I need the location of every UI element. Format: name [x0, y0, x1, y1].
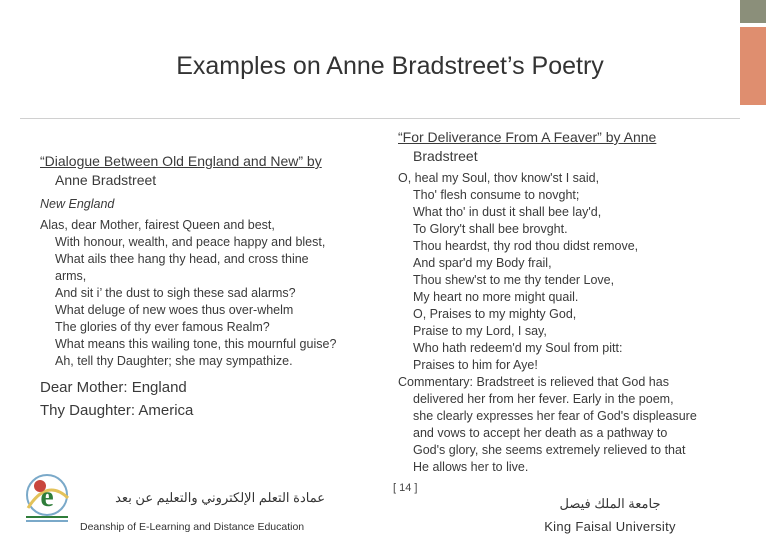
left-heading-author: Anne Bradstreet	[55, 172, 157, 188]
poem-line: What ails thee hang thy head, and cross thine	[55, 252, 309, 266]
poem-line: Ah, tell thy Daughter; she may sympathize.	[55, 354, 293, 368]
commentary-line: and vows to accept her death as a pathway to	[413, 426, 668, 440]
left-note: Thy Daughter: America	[40, 402, 194, 419]
poem-line: To Glory't shall bee brovght.	[413, 222, 568, 236]
e-learning-logo-icon	[18, 468, 76, 526]
poem-line: And spar'd my Body frail,	[413, 256, 552, 270]
title-divider	[20, 118, 740, 119]
poem-line: Praise to my Lord, I say,	[413, 324, 547, 338]
poem-line: Who hath redeem'd my Soul from pitt:	[413, 341, 623, 355]
left-column	[40, 152, 380, 422]
poem-line: What tho' in dust it shall bee lay'd,	[413, 205, 602, 219]
page-number: [ 14 ]	[393, 482, 418, 494]
commentary-line: He allows her to live.	[413, 460, 529, 474]
university-english: King Faisal University	[544, 519, 676, 534]
poem-line: Thou shew'st to me thy tender Love,	[413, 273, 615, 287]
commentary-line: she clearly expresses her fear of God's displeasure	[413, 409, 697, 423]
poem-line: The glories of thy ever famous Realm?	[55, 320, 270, 334]
poem-line: Alas, dear Mother, fairest Queen and best,	[40, 218, 275, 232]
poem-line: What deluge of new woes thus over-whelm	[55, 303, 294, 317]
svg-text:e: e	[40, 480, 54, 513]
poem-line: arms,	[55, 269, 87, 283]
left-note: Dear Mother: England	[40, 379, 187, 396]
right-heading: “For Deliverance From A Feaver” by Anne	[398, 129, 657, 145]
poem-line: O, heal my Soul, thov know'st I said,	[398, 171, 600, 185]
commentary-line: Commentary: Bradstreet is relieved that God has	[398, 375, 669, 389]
poem-line: My heart no more might quail.	[413, 290, 579, 304]
poem-line: Thou heardst, thy rod thou didst remove,	[413, 239, 639, 253]
right-heading-author: Bradstreet	[413, 148, 478, 164]
left-subheading: New England	[40, 197, 115, 211]
poem-line: Tho' flesh consume to novght;	[413, 188, 580, 202]
poem-line: O, Praises to my mighty God,	[413, 307, 577, 321]
deanship-arabic: عمادة التعلم الإلكتروني والتعليم عن بعد	[115, 490, 325, 505]
deanship-english: Deanship of E-Learning and Distance Education	[80, 521, 305, 533]
slide-title: Examples on Anne Bradstreet’s Poetry	[176, 52, 604, 80]
commentary-line: delivered her from her fever. Early in the poem,	[413, 392, 674, 406]
left-heading: “Dialogue Between Old England and New” by	[40, 153, 322, 169]
university-arabic: جامعة الملك فيصل	[559, 496, 661, 511]
right-column	[398, 128, 738, 476]
accent-block-gray	[740, 0, 766, 23]
poem-line: With honour, wealth, and peace happy and blest,	[55, 235, 326, 249]
poem-line: Praises to him for Aye!	[413, 358, 538, 372]
poem-line: What means this wailing tone, this mournful guise?	[55, 337, 337, 351]
poem-line: And sit i’ the dust to sigh these sad alarms?	[55, 286, 296, 300]
commentary-line: God's glory, she seems extremely relieved to that	[413, 443, 686, 457]
